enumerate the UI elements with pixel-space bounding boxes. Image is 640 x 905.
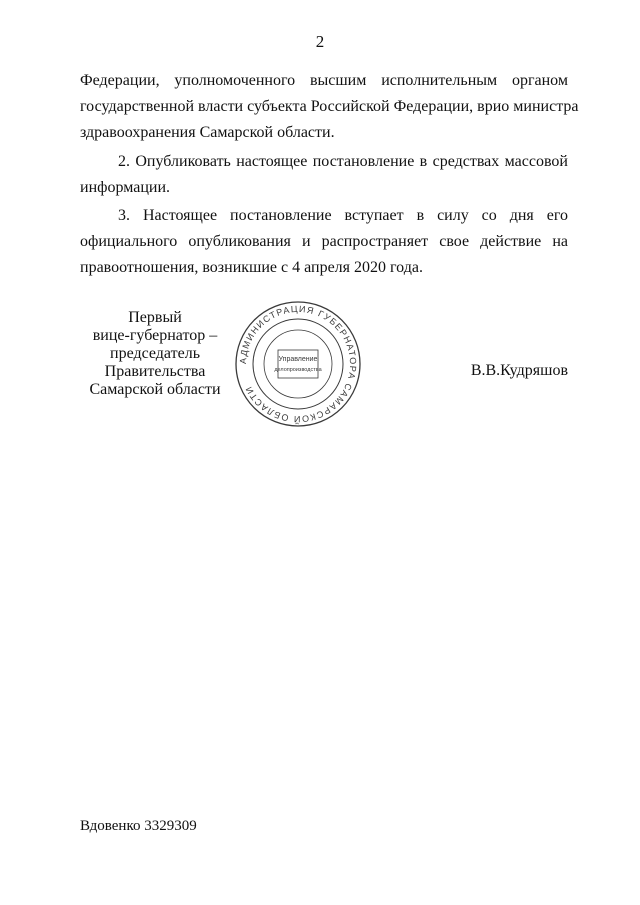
paragraph-continuation bbox=[80, 68, 579, 146]
seal-outer-text: АДМИНИСТРАЦИЯ ГУБЕРНАТОРА САМАРСКОЙ ОБЛАСТИ bbox=[237, 303, 359, 425]
executor-contact: Вдовенко 3329309 bbox=[80, 818, 197, 834]
paragraph-line: здравоохранения Самарской области. bbox=[80, 124, 335, 141]
signatory-title-line: председатель Правительства bbox=[104, 345, 206, 380]
signatory-title-line: Первый bbox=[128, 309, 182, 326]
paragraph-item-2 bbox=[80, 149, 568, 201]
signatory-title bbox=[60, 309, 250, 399]
signatory-title-line: вице-губернатор – bbox=[92, 327, 218, 344]
signatory-name: В.В.Кудряшов bbox=[470, 362, 568, 379]
paragraph-line: официального опубликования и распространяет свое действие на bbox=[80, 233, 568, 250]
paragraph-item-3 bbox=[80, 203, 568, 281]
paragraph-line: Федерации, уполномоченного высшим исполнительным органом bbox=[80, 72, 568, 89]
seal-inner-line: делопроизводства bbox=[274, 367, 322, 373]
paragraph-line: 3. Настоящее постановление вступает в силу со дня его bbox=[118, 207, 568, 224]
paragraph-line: 2. Опубликовать настоящее постановление в средствах массовой bbox=[118, 153, 568, 170]
paragraph-line: государственной власти субъекта Российской Федерации, врио министра bbox=[80, 98, 579, 115]
official-seal bbox=[234, 300, 362, 428]
paragraph-line: информации. bbox=[80, 179, 171, 196]
seal-inner-line: Управление bbox=[278, 356, 318, 363]
svg-text:АДМИНИСТРАЦИЯ ГУБЕРНАТОРА САМА bbox=[238, 304, 358, 425]
page-number: 2 bbox=[315, 32, 325, 51]
signatory-title-line: Самарской области bbox=[89, 381, 221, 398]
paragraph-line: правоотношения, возникшие с 4 апреля 2020 года. bbox=[80, 259, 423, 276]
